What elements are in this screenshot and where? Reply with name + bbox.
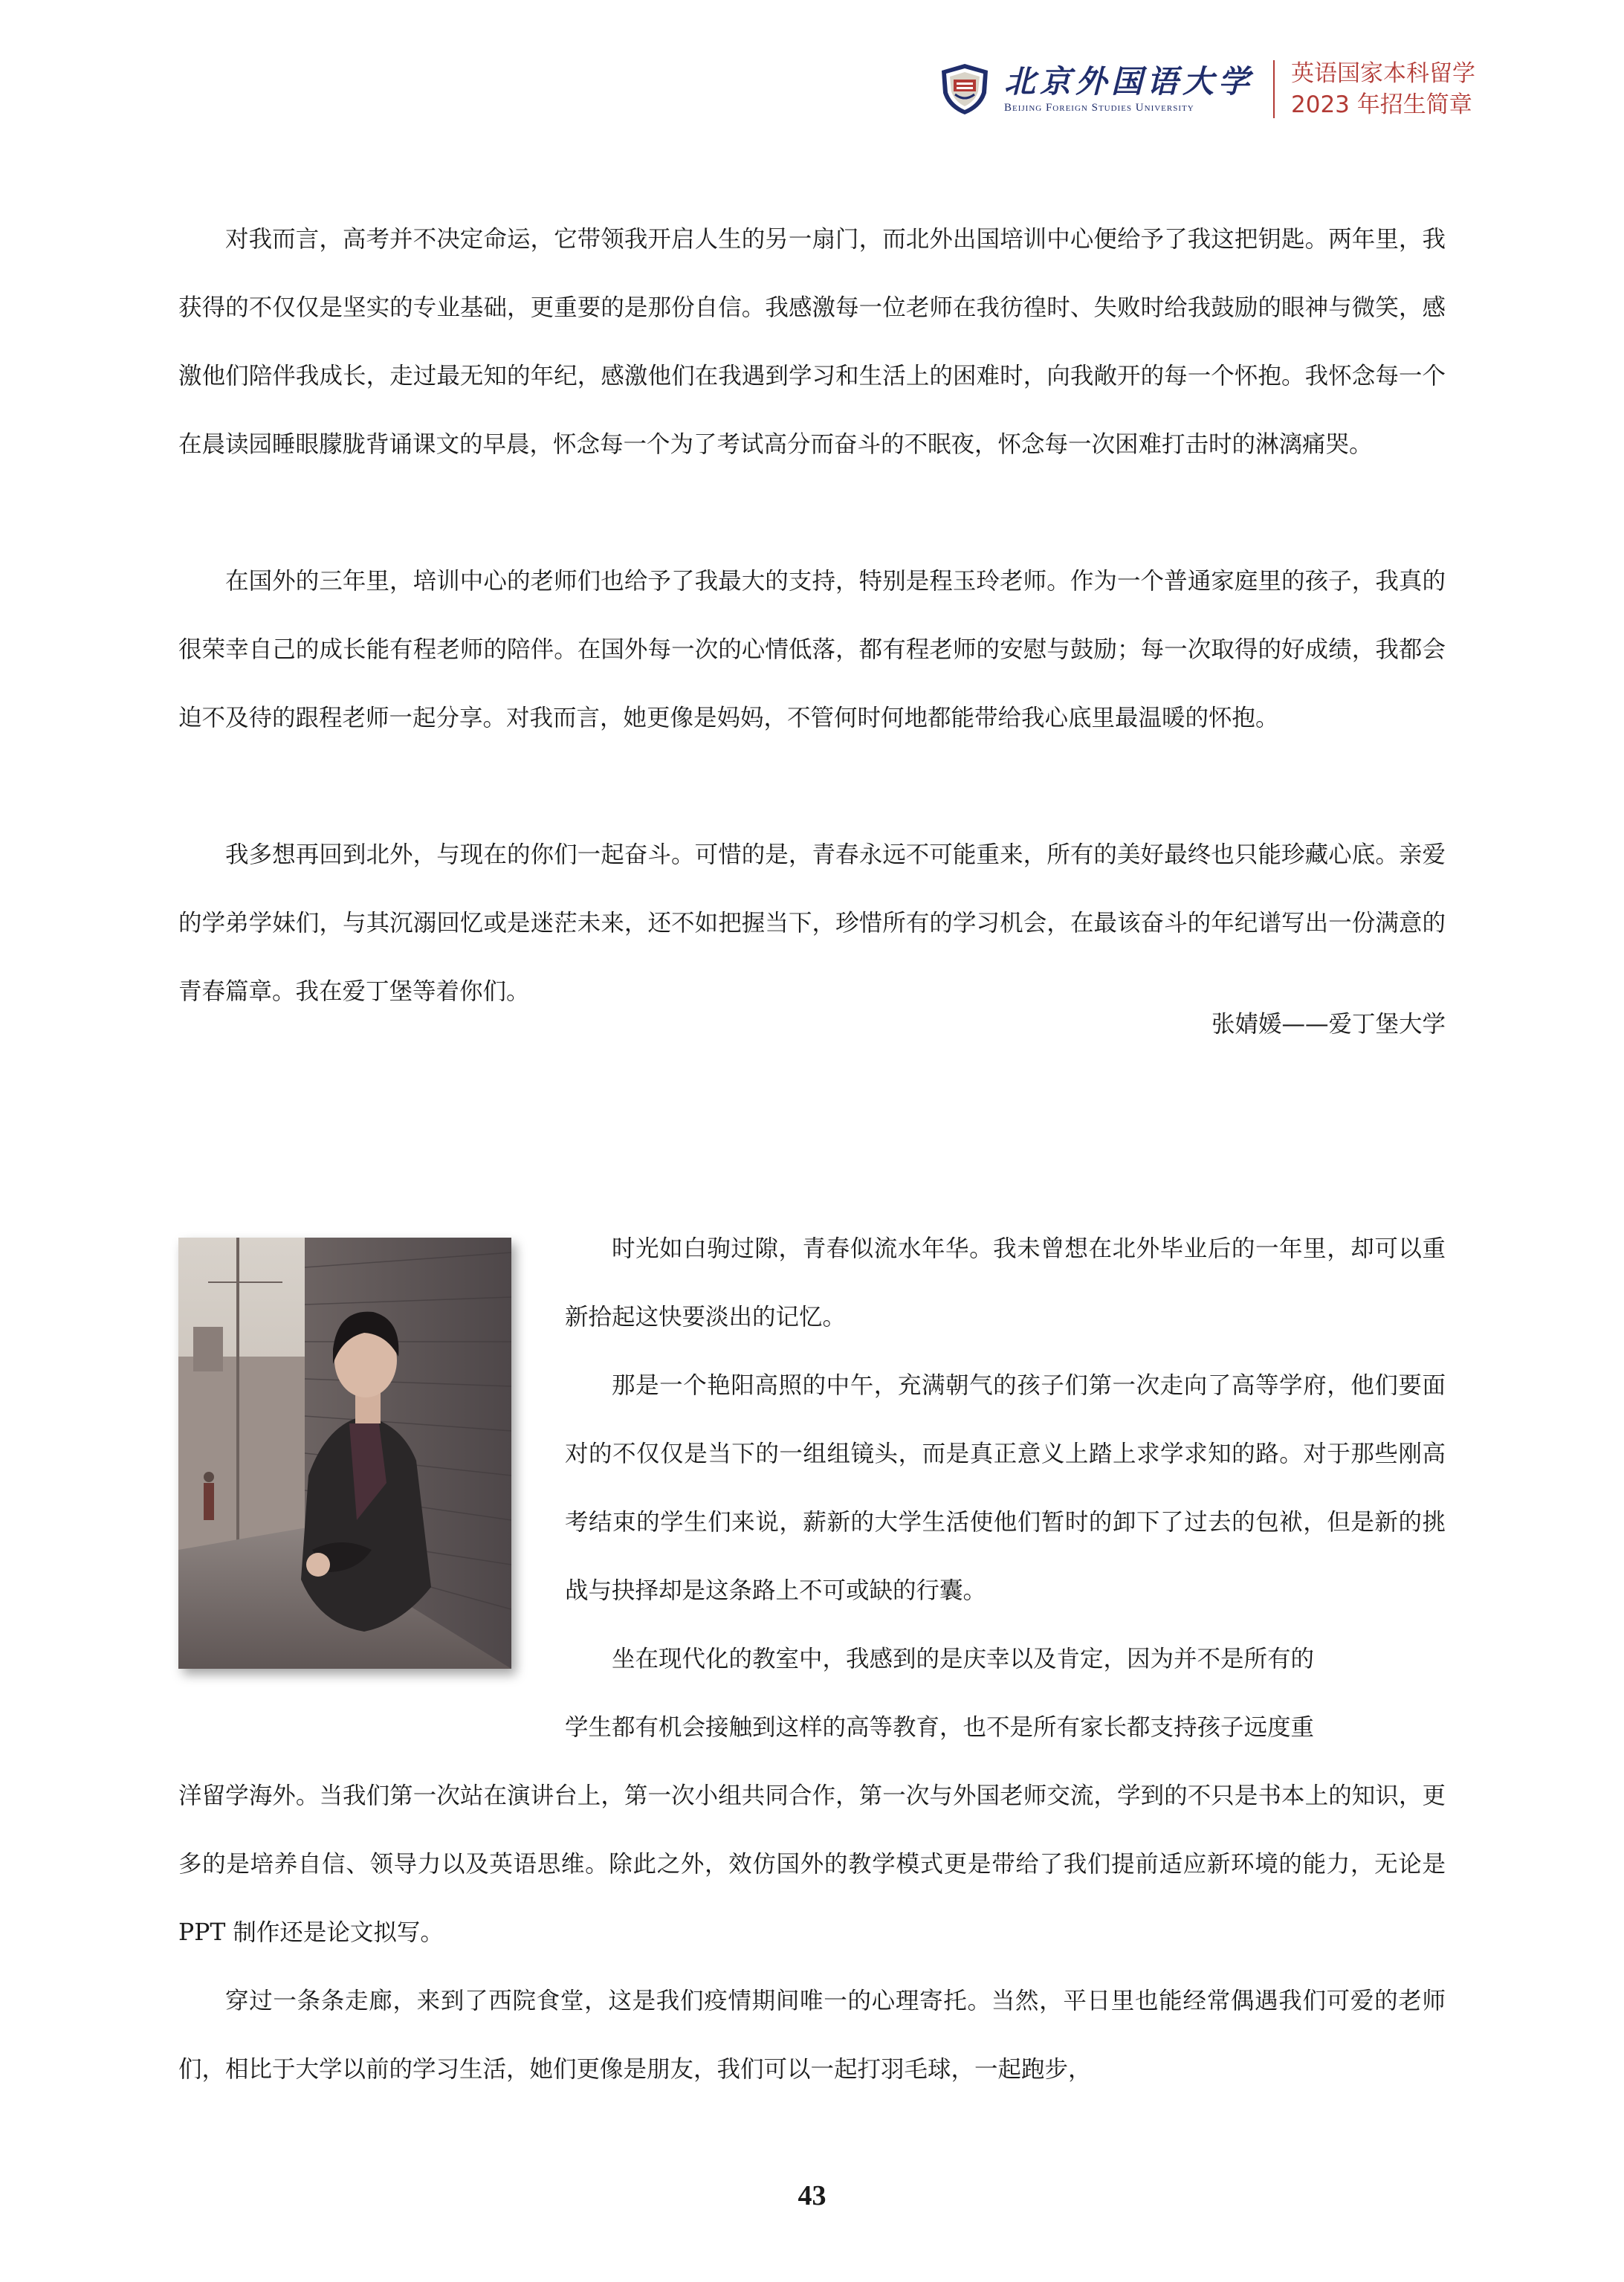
student-photo-image — [178, 1238, 511, 1669]
testimonial-paragraph-1: 对我而言，高考并不决定命运，它带领我开启人生的另一扇门，而北外出国培训中心便给予了我这把钥匙。两年里，我获得的不仅仅是坚实的专业基础，更重要的是那份自信。我感激每一位老师在我彷徨时、失败时给我鼓励的眼神与微笑，感激他们陪伴我成长，走过最无知的年纪，感激他们在我遇到学习和生活上的困难时，向我敞开的每一个怀抱。我怀念每一个在晨读园睡眼朦胧背诵课文的早晨，怀念每一个为了考试高分而奋斗的不眠夜，怀念每一次困难打击时的淋漓痛哭。 — [178, 226, 1446, 458]
university-emblem-icon — [937, 62, 992, 117]
essay-paragraph-2: 那是一个艳阳高照的中午，充满朝气的孩子们第一次走向了高等学府，他们要面对的不仅仅是当下的一组组镜头，而是真正意义上踏上求学求知的路。对于那些刚高考结束的学生们来说，薪新的大学生活使他们暂时的卸下了过去的包袱，但是新的挑战与抉择却是这条路上不可或缺的行囊。 — [565, 1372, 1446, 1604]
university-name-en: Beijing Foreign Studies University — [1003, 102, 1194, 114]
student-photo — [178, 1238, 511, 1669]
essay-paragraph-3-line1: 坐在现代化的教室中，我感到的是庆幸以及肯定，因为并不是所有的 — [612, 1646, 1315, 1672]
essay-paragraph-4: 穿过一条条走廊，来到了西院食堂，这是我们疫情期间唯一的心理寄托。当然，平日里也能经常偶遇我们可爱的老师们，相比于大学以前的学习生活，她们更像是朋友，我们可以一起打羽毛球，一起跑步， — [178, 1988, 1446, 2083]
testimonial-paragraph-3: 我多想再回到北外，与现在的你们一起奋斗。可惜的是，青春永远不可能重来，所有的美好最终也只能珍藏心底。亲爱的学弟学妹们，与其沉溺回忆或是迷茫未来，还不如把握当下，珍惜所有的学习机会，在最该奋斗的年纪谱写出一份满意的青春篇章。我在爱丁堡等着你们。 — [178, 841, 1446, 1005]
brochure-title-line1: 英语国家本科留学 — [1291, 60, 1475, 87]
testimonial-paragraph-2: 在国外的三年里，培训中心的老师们也给予了我最大的支持，特别是程玉玲老师。作为一个普通家庭里的孩子，我真的很荣幸自己的成长能有程老师的陪伴。在国外每一次的心情低落，都有程老师的安慰与鼓励；每一次取得的好成绩，我都会迫不及待的跟程老师一起分享。对我而言，她更像是妈妈，不管何时何地都能带给我心底里最温暖的怀抱。 — [178, 568, 1446, 731]
essay-paragraph-1: 时光如白驹过隙，青春似流水年华。我未曾想在北外毕业后的一年里，却可以重新拾起这快要淡出的记忆。 — [565, 1235, 1446, 1331]
university-name-cn: 北京外国语大学 — [1003, 63, 1254, 100]
page-header — [937, 58, 1475, 120]
signature: 张婧媛——爱丁堡大学 — [1211, 1011, 1446, 1038]
brochure-title-line2: 2023 年招生简章 — [1291, 91, 1472, 118]
page-number: 43 — [798, 2180, 826, 2211]
essay-paragraph-3-line2: 学生都有机会接触到这样的高等教育，也不是所有家长都支持孩子远度重 — [565, 1714, 1315, 1741]
header-divider — [1273, 60, 1275, 118]
brochure-title — [1291, 58, 1475, 120]
essay-paragraph-3-rest: 洋留学海外。当我们第一次站在演讲台上，第一次小组共同合作，第一次与外国老师交流，学到的不只是书本上的知识，更多的是培养自信、领导力以及英语思维。除此之外，效仿国外的教学模式更是带给了我们提前适应新环境的能力，无论是 PPT 制作还是论文拟写。 — [178, 1782, 1446, 1946]
